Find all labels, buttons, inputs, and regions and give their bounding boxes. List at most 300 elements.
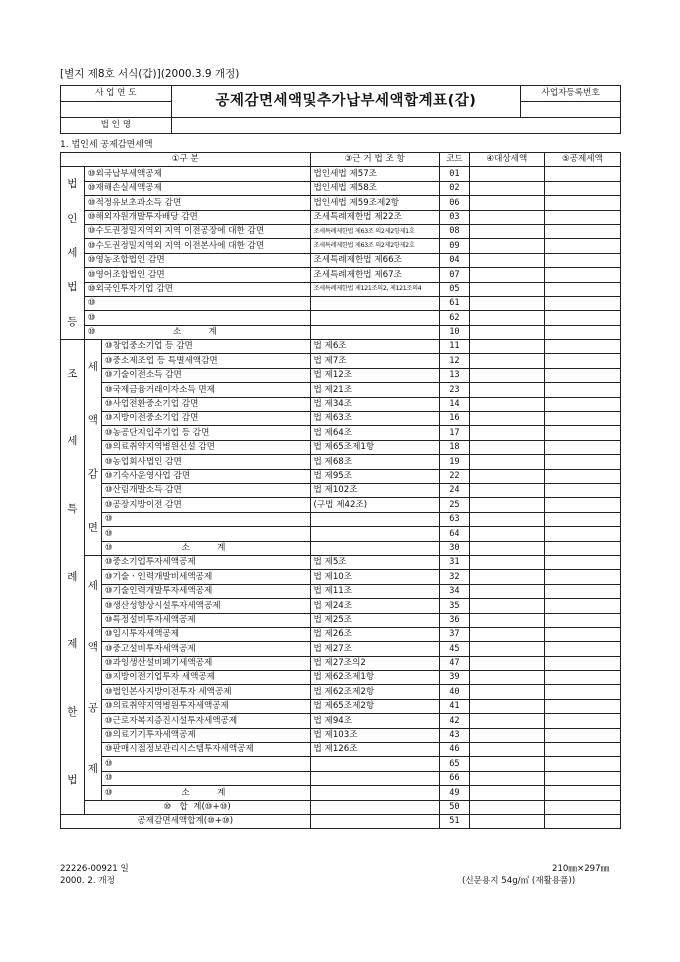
legal-basis: 법 제26조 [310,627,440,641]
table-row [61,527,621,541]
code-cell: 39 [440,671,470,685]
item-name: ⑩ [101,757,310,771]
target-tax-field[interactable] [469,440,544,454]
target-tax-field[interactable] [469,570,544,584]
col-target-tax: ④대상세액 [469,153,544,167]
paper-size: 210㎜×297㎜ [552,864,610,874]
item-name: ⑩농업회사법인 감면 [101,455,310,469]
deduction-tax-field[interactable] [544,541,620,555]
total-all-row [61,814,621,828]
table-row [61,613,621,627]
code-cell: 63 [440,512,470,526]
code-cell: 19 [440,455,470,469]
legal-basis [310,541,440,555]
business-year-field[interactable] [61,102,172,118]
table-row [61,671,621,685]
code-cell: 09 [440,239,470,253]
table-row [61,642,621,656]
deduction-tax-field[interactable] [544,757,620,771]
table-row [61,699,621,713]
target-tax-field[interactable] [469,253,544,267]
table-row [61,498,621,512]
target-tax-field[interactable] [469,714,544,728]
item-name: ⑩의료기기투자세액공제 [101,728,310,742]
table-body [61,167,621,829]
target-tax-field[interactable] [469,455,544,469]
revision-note: 2000. 2. 개정 [60,876,115,886]
code-cell: 22 [440,469,470,483]
subtotal-num: ⑩ [104,542,113,553]
deduction-tax-field[interactable] [544,642,620,656]
deduction-tax-field[interactable] [544,340,620,354]
item-name: ⑩농공단지입주기업 등 감면 [101,426,310,440]
form-title: 공제감면세액및추가납부세액합계표(갑) [171,86,521,118]
deduction-tax-field[interactable] [544,699,620,713]
code-cell: 11 [440,340,470,354]
deduction-tax-field[interactable] [544,671,620,685]
header-table [60,85,621,134]
table-row [61,383,621,397]
code-cell: 36 [440,613,470,627]
deduction-tax-field[interactable] [544,469,620,483]
item-name: ⑩수도권정밀지역외 지역 이전공장에 대한 감면 [84,224,310,238]
group-label-reduction-text: 세 액 감 면 [87,360,98,534]
code-cell: 24 [440,483,470,497]
deduction-tax-field[interactable] [544,570,620,584]
legal-basis: 법 제21조 [310,383,440,397]
legal-basis: 조세특례제한법 제121조의2, 제121조의4 [310,282,440,296]
deduction-tax-field[interactable] [544,368,620,382]
col-category: ①구 분 [61,153,311,167]
target-tax-field[interactable] [469,642,544,656]
code-cell: 30 [440,541,470,555]
biz-reg-field[interactable] [521,102,621,118]
deduction-tax-field[interactable] [544,210,620,224]
code-cell: 41 [440,699,470,713]
legal-basis: 법 제10조 [310,570,440,584]
item-name: ⑩의료취약지역병원신설 감면 [101,440,310,454]
legal-basis [310,786,440,800]
code-cell: 06 [440,196,470,210]
total-special-row [61,800,621,814]
target-tax-field[interactable] [469,354,544,368]
subtotal-row [61,325,621,339]
deduction-tax-field[interactable] [544,685,620,699]
legal-basis: 법 제27조의2 [310,656,440,670]
legal-basis: 법 제95조 [310,469,440,483]
deduction-tax-field[interactable] [544,253,620,267]
table-row [61,368,621,382]
table-row [61,555,621,569]
deduction-tax-field[interactable] [544,383,620,397]
group-label-special [61,340,85,815]
table-row [61,627,621,641]
subtotal-label [84,325,310,339]
legal-basis: 법 제65조제2항 [310,699,440,713]
target-tax-field[interactable] [469,224,544,238]
code-cell: 08 [440,224,470,238]
table-row [61,253,621,267]
subtotal-text: 소 계 [172,327,217,338]
legal-basis: 법 제5조 [310,555,440,569]
group-label-credit [84,555,101,800]
deduction-tax-field[interactable] [544,771,620,785]
total-special-label: ⑩ 합 계(⑩+⑩) [84,800,310,814]
subtotal-text: 소 계 [181,542,226,553]
subtotal-label [101,541,310,555]
code-cell: 64 [440,527,470,541]
target-tax-field[interactable] [469,728,544,742]
deduction-table [60,152,621,829]
target-tax-field[interactable] [469,210,544,224]
col-deduction-tax: ⑤공제세액 [544,153,620,167]
legal-basis: 법인세법 제59조제2항 [310,196,440,210]
code-cell: 31 [440,555,470,569]
legal-basis: 법 제64조 [310,426,440,440]
legal-basis: 법 제62조제2항 [310,685,440,699]
item-name: ⑩ [84,296,310,310]
target-tax-field[interactable] [469,296,544,310]
target-tax-field[interactable] [469,699,544,713]
code-cell: 50 [440,800,470,814]
deduction-tax-field[interactable] [544,786,620,800]
deduction-tax-field[interactable] [544,440,620,454]
legal-basis [310,296,440,310]
deduction-tax-field[interactable] [544,627,620,641]
col-code: 코드 [440,153,470,167]
item-name: ⑩임시투자세액공제 [101,627,310,641]
corp-name-label: 법 인 명 [61,118,172,134]
item-name: ⑩근로자복지증진시설투자세액공제 [101,714,310,728]
deduction-tax-field[interactable] [544,455,620,469]
subtotal-row [61,786,621,800]
deduction-tax-field[interactable] [544,224,620,238]
target-tax-field[interactable] [469,239,544,253]
item-name: ⑩중소기업투자세액공제 [101,555,310,569]
item-name: ⑩기숙사운영사업 감면 [101,469,310,483]
target-tax-field[interactable] [469,196,544,210]
deduction-tax-field[interactable] [544,613,620,627]
legal-basis [310,757,440,771]
item-name: ⑩판매시점정보관리시스템투자세액공제 [101,743,310,757]
target-tax-field[interactable] [469,397,544,411]
legal-basis: 법인세법 제57조 [310,167,440,181]
item-name: ⑩ [84,311,310,325]
target-tax-field[interactable] [469,671,544,685]
target-tax-field[interactable] [469,771,544,785]
table-row [61,224,621,238]
item-name: ⑩외국납부세액공제 [84,167,310,181]
legal-basis: 조세특례제한법 제22조 [310,210,440,224]
code-cell: 05 [440,282,470,296]
item-name: ⑩ [101,527,310,541]
table-row [61,757,621,771]
group-label-law-text: 법 인 세 법 등 [67,178,78,328]
code-cell: 51 [440,814,470,828]
item-name: ⑩국제금융거래이자소득 면제 [101,383,310,397]
code-cell: 07 [440,268,470,282]
table-row [61,210,621,224]
target-tax-field[interactable] [469,268,544,282]
table-row [61,771,621,785]
deduction-tax-field[interactable] [544,656,620,670]
legal-basis: 조세특례제한법 제63조 의2제2항제1호 [310,224,440,238]
target-tax-field[interactable] [469,743,544,757]
code-cell: 47 [440,656,470,670]
target-tax-field[interactable] [469,599,544,613]
code-cell: 01 [440,167,470,181]
code-cell: 17 [440,426,470,440]
deduction-tax-field[interactable] [544,800,620,814]
deduction-tax-field[interactable] [544,584,620,598]
code-cell: 14 [440,397,470,411]
legal-basis: 조세특례제한법 제63조 의2제2항제2호 [310,239,440,253]
deduction-tax-field[interactable] [544,311,620,325]
legal-basis: 법 제25조 [310,613,440,627]
table-row [61,714,621,728]
code-cell: 16 [440,412,470,426]
target-tax-field[interactable] [469,426,544,440]
legal-basis: 법 제103조 [310,728,440,742]
target-tax-field[interactable] [469,613,544,627]
corp-name-field[interactable] [171,118,620,134]
target-tax-field[interactable] [469,814,544,828]
deduction-tax-field[interactable] [544,714,620,728]
legal-basis: 법 제94조 [310,714,440,728]
code-cell: 65 [440,757,470,771]
target-tax-field[interactable] [469,512,544,526]
item-name: ⑩ [101,512,310,526]
deduction-tax-field[interactable] [544,512,620,526]
code-cell: 10 [440,325,470,339]
table-row [61,685,621,699]
subtotal-num: ⑩ [87,327,96,338]
table-row [61,354,621,368]
deduction-tax-field[interactable] [544,555,620,569]
legal-basis: (구법 제42조) [310,498,440,512]
deduction-tax-field[interactable] [544,527,620,541]
table-row [61,743,621,757]
target-tax-field[interactable] [469,627,544,641]
legal-basis [310,512,440,526]
code-cell: 42 [440,714,470,728]
item-name: ⑩공장지방이전 감면 [101,498,310,512]
table-row [61,440,621,454]
code-cell: 43 [440,728,470,742]
deduction-tax-field[interactable] [544,397,620,411]
table-row [61,426,621,440]
subtotal-num: ⑩ [104,787,113,798]
deduction-tax-field[interactable] [544,196,620,210]
legal-basis: 법 제68조 [310,455,440,469]
legal-basis: 법 제12조 [310,368,440,382]
item-name: ⑩기술이전소득 감면 [101,368,310,382]
target-tax-field[interactable] [469,527,544,541]
legal-basis [310,527,440,541]
item-name: ⑩사업전환중소기업 감면 [101,397,310,411]
target-tax-field[interactable] [469,800,544,814]
item-name: ⑩지방이전기업투자 세액공제 [101,671,310,685]
table-row [61,656,621,670]
target-tax-field[interactable] [469,412,544,426]
group-label-law [61,167,85,340]
deduction-tax-field[interactable] [544,483,620,497]
target-tax-field[interactable] [469,311,544,325]
table-row [61,181,621,195]
item-name: ⑩기술ㆍ인력개발비세액공제 [101,570,310,584]
table-row [61,455,621,469]
deduction-tax-field[interactable] [544,814,620,828]
table-row [61,469,621,483]
legal-basis: 법 제34조 [310,397,440,411]
item-name: ⑩ [101,771,310,785]
table-row [61,728,621,742]
item-name: ⑩중소제조업 등 특별세액감면 [101,354,310,368]
code-cell: 25 [440,498,470,512]
table-row [61,311,621,325]
legal-basis: 법 제62조제1항 [310,671,440,685]
code-cell: 18 [440,440,470,454]
item-name: ⑩영농조합법인 감면 [84,253,310,267]
subtotal-label [101,786,310,800]
legal-basis: 법 제63조 [310,412,440,426]
target-tax-field[interactable] [469,555,544,569]
target-tax-field[interactable] [469,181,544,195]
deduction-tax-field[interactable] [544,412,620,426]
item-name: ⑩산림개발소득 감면 [101,483,310,497]
target-tax-field[interactable] [469,383,544,397]
table-row [61,239,621,253]
legal-basis: 조세특례제한법 제66조 [310,253,440,267]
target-tax-field[interactable] [469,282,544,296]
target-tax-field[interactable] [469,584,544,598]
section-title: 1. 법인세 공제감면세액 [60,140,153,150]
group-label-credit-text: 세 액 공 제 [87,580,98,775]
table-row [61,584,621,598]
target-tax-field[interactable] [469,498,544,512]
item-name: ⑩영어조합법인 감면 [84,268,310,282]
legal-basis: 법 제102조 [310,483,440,497]
subtotal-row [61,541,621,555]
legal-basis: 법 제65조제1항 [310,440,440,454]
legal-basis [310,771,440,785]
item-name: ⑩과잉생산설비폐기세액공제 [101,656,310,670]
item-name: ⑩수도권정밀지역외 지역 이전본사에 대한 감면 [84,239,310,253]
code-cell: 61 [440,296,470,310]
item-name: ⑩적정유보초과소득 감면 [84,196,310,210]
print-code: 22226-00921 일 [60,864,129,874]
table-row [61,282,621,296]
deduction-tax-field[interactable] [544,268,620,282]
target-tax-field[interactable] [469,786,544,800]
legal-basis: 법 제27조 [310,642,440,656]
deduction-tax-field[interactable] [544,599,620,613]
paper-spec: (신문용지 54g/㎡ (재활용품)) [462,876,576,886]
legal-basis [310,325,440,339]
table-row [61,340,621,354]
deduction-tax-field[interactable] [544,728,620,742]
code-cell: 13 [440,368,470,382]
table-row [61,412,621,426]
code-cell: 49 [440,786,470,800]
item-name: ⑩생산성향상시설투자세액공제 [101,599,310,613]
deduction-tax-field[interactable] [544,426,620,440]
target-tax-field[interactable] [469,325,544,339]
target-tax-field[interactable] [469,340,544,354]
target-tax-field[interactable] [469,368,544,382]
item-name: ⑩외국인투자기업 감면 [84,282,310,296]
code-cell: 23 [440,383,470,397]
legal-basis [310,814,440,828]
legal-basis: 법 제24조 [310,599,440,613]
deduction-tax-field[interactable] [544,325,620,339]
item-name: ⑩의료취약지역병원투자세액공제 [101,699,310,713]
deduction-tax-field[interactable] [544,354,620,368]
code-cell: 46 [440,743,470,757]
subtotal-text: 소 계 [181,787,226,798]
table-row [61,483,621,497]
legal-basis: 법 제126조 [310,743,440,757]
table-row [61,512,621,526]
deduction-tax-field[interactable] [544,167,620,181]
item-name: ⑩창업중소기업 등 감면 [101,340,310,354]
code-cell: 32 [440,570,470,584]
code-cell: 66 [440,771,470,785]
biz-reg-label: 사업자등록번호 [521,86,621,102]
deduction-tax-field[interactable] [544,181,620,195]
group-label-special-text: 조 세 특 례 제 한 법 [67,367,78,786]
legal-basis: 법인세법 제58조 [310,181,440,195]
deduction-tax-field[interactable] [544,743,620,757]
legal-basis: 조세특례제한법 제67조 [310,268,440,282]
table-row [61,196,621,210]
table-row [61,397,621,411]
item-name: ⑩해외자원개발투자배당 감면 [84,210,310,224]
code-cell: 45 [440,642,470,656]
target-tax-field[interactable] [469,469,544,483]
target-tax-field[interactable] [469,167,544,181]
item-name: ⑩기술인력개발투자세액공제 [101,584,310,598]
item-name: ⑩중고설비투자세액공제 [101,642,310,656]
legal-basis [310,311,440,325]
code-cell: 62 [440,311,470,325]
legal-basis [310,800,440,814]
code-cell: 12 [440,354,470,368]
code-cell: 35 [440,599,470,613]
legal-basis: 법 제11조 [310,584,440,598]
table-row [61,268,621,282]
target-tax-field[interactable] [469,541,544,555]
deduction-tax-field[interactable] [544,498,620,512]
table-row [61,296,621,310]
table-row [61,167,621,181]
legal-basis: 법 제7조 [310,354,440,368]
item-name: ⑩특정설비투자세액공제 [101,613,310,627]
code-cell: 37 [440,627,470,641]
total-all-label: 공제감면세액합계(⑩+⑩) [61,814,311,828]
target-tax-field[interactable] [469,656,544,670]
target-tax-field[interactable] [469,685,544,699]
item-name: ⑩지방이전중소기업 감면 [101,412,310,426]
legal-basis: 법 제6조 [310,340,440,354]
deduction-tax-field[interactable] [544,296,620,310]
deduction-tax-field[interactable] [544,239,620,253]
deduction-tax-field[interactable] [544,282,620,296]
target-tax-field[interactable] [469,757,544,771]
target-tax-field[interactable] [469,483,544,497]
group-label-reduction [84,340,101,556]
code-cell: 02 [440,181,470,195]
